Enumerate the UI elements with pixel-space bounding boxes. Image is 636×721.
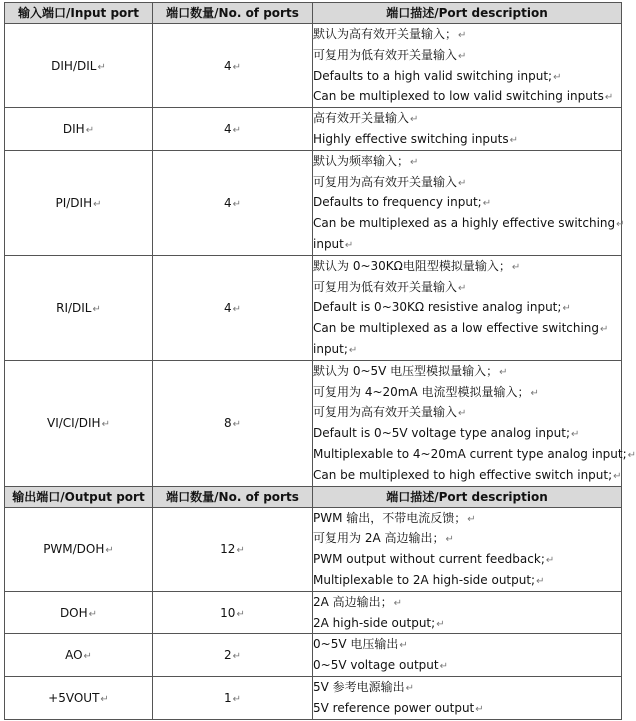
description-line — [313, 234, 621, 255]
paragraph-mark-icon: ↵ — [92, 303, 101, 315]
port-name-cell — [5, 676, 153, 719]
description-line — [313, 423, 621, 444]
description-line — [313, 108, 621, 129]
description-line — [313, 151, 621, 172]
paragraph-mark-icon: ↵ — [509, 134, 518, 146]
description-text: 可复用为低有效开关量输入 — [313, 279, 458, 294]
description-text: Default is 0~5V voltage type analog input; — [313, 426, 571, 441]
port-count-cell — [153, 108, 313, 151]
description-line — [313, 277, 621, 298]
port-description-cell — [313, 676, 622, 719]
paragraph-mark-icon: ↵ — [511, 261, 521, 273]
paragraph-mark-icon: ↵ — [93, 198, 102, 210]
description-text: 0~5V 电压输出 — [313, 637, 399, 652]
description-line — [313, 655, 621, 676]
description-text: Defaults to frequency input; — [313, 195, 482, 210]
port-count-cell — [153, 507, 313, 591]
description-line — [313, 361, 621, 382]
description-line — [313, 549, 621, 570]
paragraph-mark-icon: ↵ — [600, 324, 609, 336]
port-count: 4 — [223, 121, 232, 136]
port-name: PWM/DOH — [43, 542, 105, 557]
paragraph-mark-icon: ↵ — [445, 534, 454, 546]
paragraph-mark-icon: ↵ — [458, 282, 467, 294]
description-text: 默认为 0~5V 电压型模拟量输入； — [313, 363, 499, 378]
input-port-row — [5, 108, 622, 151]
port-description-cell — [313, 24, 622, 108]
paragraph-mark-icon: ↵ — [439, 661, 448, 673]
input-header-row — [5, 3, 622, 24]
port-count-cell — [153, 255, 313, 360]
paragraph-mark-icon: ↵ — [562, 303, 571, 315]
description-text: 可复用为低有效开关量输入 — [313, 47, 458, 62]
port-name-cell — [5, 634, 153, 677]
description-line — [313, 508, 621, 529]
description-text: Can be multiplexed to high effective switch input; — [313, 467, 613, 482]
paragraph-mark-icon: ↵ — [613, 470, 622, 482]
port-count: 10 — [220, 605, 236, 620]
paragraph-mark-icon: ↵ — [458, 30, 467, 41]
paragraph-mark-icon: ↵ — [236, 608, 245, 620]
description-line — [313, 256, 621, 277]
port-name: DOH — [59, 605, 88, 620]
description-line — [313, 382, 621, 403]
port-count: 4 — [223, 58, 232, 73]
port-name-cell — [5, 150, 153, 255]
paragraph-mark-icon: ↵ — [232, 198, 242, 210]
description-line — [313, 634, 621, 655]
paragraph-mark-icon: ↵ — [100, 693, 109, 705]
paragraph-mark-icon: ↵ — [458, 177, 467, 189]
paragraph-mark-icon: ↵ — [405, 682, 415, 694]
paragraph-mark-icon: ↵ — [399, 640, 408, 652]
description-text: 默认为频率输入； — [313, 153, 410, 168]
paragraph-mark-icon: ↵ — [458, 408, 467, 420]
description-line — [313, 192, 621, 213]
paragraph-mark-icon: ↵ — [545, 555, 555, 567]
input-port-row — [5, 255, 622, 360]
description-line — [313, 613, 621, 634]
port-name-cell — [5, 24, 153, 108]
input-count-column-header: 端口数量/No. of ports — [153, 3, 313, 24]
paragraph-mark-icon: ↵ — [344, 239, 354, 251]
paragraph-mark-icon: ↵ — [232, 61, 242, 73]
paragraph-mark-icon: ↵ — [232, 651, 242, 663]
port-count: 4 — [223, 300, 232, 315]
port-spec-body — [5, 3, 636, 720]
description-line — [313, 45, 621, 66]
port-spec-table — [4, 2, 636, 720]
port-count-cell — [153, 591, 313, 634]
description-text: Default is 0~30KΩ resistive analog input; — [313, 300, 562, 315]
paragraph-mark-icon: ↵ — [97, 61, 106, 73]
paragraph-mark-icon: ↵ — [458, 50, 467, 62]
input-description-column-header: 端口描述/Port description — [313, 3, 622, 24]
paragraph-mark-icon: ↵ — [105, 545, 114, 557]
description-line — [313, 86, 621, 107]
description-text: 可复用为 2A 高边输出； — [313, 531, 445, 546]
port-name: AO — [65, 648, 83, 663]
port-description-cell — [313, 591, 622, 634]
output-port-row — [5, 591, 622, 634]
description-line — [313, 528, 621, 549]
port-name-cell — [5, 108, 153, 151]
description-text: input — [313, 236, 344, 251]
description-line — [313, 698, 621, 719]
port-name: +5VOUT — [48, 690, 100, 705]
input-port-row — [5, 24, 622, 108]
port-description-cell — [313, 255, 622, 360]
description-text: 0~5V voltage output — [313, 658, 439, 673]
paragraph-mark-icon: ↵ — [232, 419, 242, 431]
paragraph-mark-icon: ↵ — [393, 597, 403, 609]
port-name: DIH — [62, 121, 85, 136]
output-header-row — [5, 486, 622, 507]
output-port-row — [5, 507, 622, 591]
port-name-cell — [5, 591, 153, 634]
port-name: VI/CI/DIH — [47, 416, 101, 431]
description-text: Can be multiplexed as a low effective switching — [313, 321, 600, 336]
paragraph-mark-icon: ↵ — [536, 575, 545, 587]
paragraph-mark-icon: ↵ — [436, 618, 445, 630]
paragraph-mark-icon: ↵ — [232, 124, 242, 136]
input-port-column-header: 输入端口/Input port — [5, 3, 153, 24]
paragraph-mark-icon: ↵ — [604, 92, 614, 104]
description-line — [313, 465, 621, 486]
description-line — [313, 402, 621, 423]
description-line — [313, 66, 621, 87]
description-text: Multiplexable to 4~20mA current type analog input; — [313, 446, 627, 461]
paragraph-mark-icon: ↵ — [410, 156, 419, 168]
port-description-cell — [313, 108, 622, 151]
description-line — [313, 318, 621, 339]
paragraph-mark-icon: ↵ — [232, 693, 242, 705]
paragraph-mark-icon: ↵ — [236, 545, 245, 557]
description-text: 默认为高有效开关量输入； — [313, 27, 458, 41]
description-line — [313, 297, 621, 318]
paragraph-mark-icon: ↵ — [85, 124, 95, 136]
output-port-row — [5, 676, 622, 719]
port-name-cell — [5, 360, 153, 486]
paragraph-mark-icon: ↵ — [627, 449, 636, 461]
paragraph-mark-icon: ↵ — [410, 114, 419, 126]
port-count: 1 — [223, 690, 232, 705]
description-text: Highly effective switching inputs — [313, 131, 509, 146]
description-text: Can be multiplexed to low valid switching inputs — [313, 89, 604, 104]
paragraph-mark-icon: ↵ — [467, 513, 476, 525]
port-count: 4 — [223, 195, 232, 210]
output-description-column-header: 端口描述/Port description — [313, 486, 622, 507]
paragraph-mark-icon: ↵ — [101, 419, 110, 431]
description-text: 2A 高边输出； — [313, 594, 393, 609]
paragraph-mark-icon: ↵ — [482, 198, 492, 210]
description-line — [313, 129, 621, 150]
port-name: PI/DIH — [55, 195, 93, 210]
description-text: PWM output without current feedback; — [313, 552, 545, 567]
paragraph-mark-icon: ↵ — [475, 703, 484, 715]
output-port-column-header: 输出端口/Output port — [5, 486, 153, 507]
port-count-cell — [153, 150, 313, 255]
port-name-cell — [5, 507, 153, 591]
port-count-cell — [153, 360, 313, 486]
paragraph-mark-icon: ↵ — [553, 71, 562, 83]
description-text: input; — [313, 341, 348, 356]
port-count: 2 — [223, 648, 232, 663]
port-count-cell — [153, 634, 313, 677]
description-line — [313, 677, 621, 698]
paragraph-mark-icon: ↵ — [616, 219, 625, 231]
description-line — [313, 213, 625, 234]
paragraph-mark-icon: ↵ — [348, 344, 358, 356]
input-port-row — [5, 150, 622, 255]
port-name-cell — [5, 255, 153, 360]
paragraph-mark-icon: ↵ — [83, 651, 92, 663]
port-description-cell — [313, 507, 622, 591]
paragraph-mark-icon: ↵ — [571, 429, 580, 441]
description-text: 5V 参考电源输出 — [313, 679, 405, 694]
port-name: RI/DIL — [56, 300, 92, 315]
description-text: 可复用为高有效开关量输入 — [313, 405, 458, 420]
port-count: 8 — [223, 416, 232, 431]
description-text: PWM 输出，不带电流反馈； — [313, 510, 467, 525]
description-text: Multiplexable to 2A high-side output; — [313, 572, 536, 587]
description-text: 默认为 0~30KΩ电阻型模拟量输入； — [313, 258, 511, 273]
description-line — [313, 592, 621, 613]
paragraph-mark-icon: ↵ — [232, 303, 242, 315]
description-text: 高有效开关量输入 — [313, 111, 410, 126]
port-count-cell — [153, 24, 313, 108]
description-text: Defaults to a high valid switching input; — [313, 68, 553, 83]
description-line — [313, 172, 621, 193]
port-description-cell — [313, 634, 622, 677]
description-text: Can be multiplexed as a highly effective switching — [313, 216, 616, 231]
output-count-column-header: 端口数量/No. of ports — [153, 486, 313, 507]
description-text: 可复用为 4~20mA 电流型模拟量输入； — [313, 384, 530, 399]
port-count-cell — [153, 676, 313, 719]
description-line — [313, 444, 636, 465]
port-count: 12 — [220, 542, 236, 557]
description-line — [313, 339, 621, 360]
paragraph-mark-icon: ↵ — [530, 387, 539, 399]
description-text: 2A high-side output; — [313, 615, 436, 630]
description-text: 5V reference power output — [313, 700, 475, 715]
port-name: DIH/DIL — [51, 58, 97, 73]
port-description-cell — [313, 360, 636, 486]
input-port-row — [5, 360, 622, 486]
paragraph-mark-icon: ↵ — [88, 608, 98, 620]
output-port-row — [5, 634, 622, 677]
description-line — [313, 24, 621, 45]
description-text: 可复用为高有效开关量输入 — [313, 174, 458, 189]
description-line — [313, 570, 621, 591]
port-description-cell — [313, 150, 625, 255]
paragraph-mark-icon: ↵ — [499, 366, 508, 378]
